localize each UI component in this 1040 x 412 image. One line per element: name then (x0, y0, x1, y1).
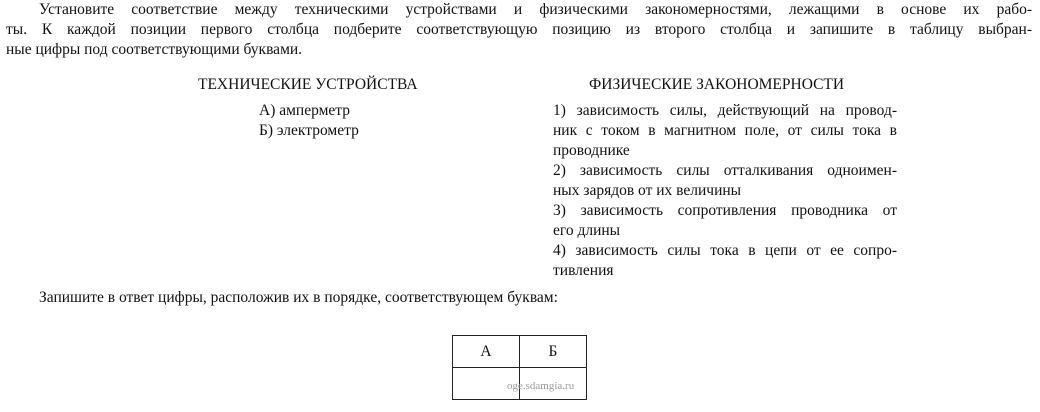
law-item-line: 1) зависимость силы, действующий на провод- (553, 102, 897, 119)
law-item-2 (553, 161, 897, 201)
law-item-line: проводнике (553, 142, 630, 159)
answer-header-a: А (453, 336, 520, 368)
task-text-line-3: ные цифры под соответствующими буквами. (6, 41, 303, 58)
device-item-b: Б) электрометр (259, 122, 359, 139)
answer-table-header-row (453, 336, 587, 368)
law-item-line: 3) зависимость сопротивления проводника от (553, 202, 897, 219)
site-watermark: oge.sdamgia.ru (507, 380, 575, 392)
law-item-line: тивления (553, 262, 614, 279)
law-item-4 (553, 241, 897, 281)
law-item-line: 4) зависимость силы тока в цепи от ее сопро- (553, 242, 897, 259)
answer-header-b: Б (520, 336, 587, 368)
law-item-line: ник с током в магнитном поле, от силы тока в (553, 122, 897, 139)
law-item-line: ных зарядов от их величины (553, 182, 742, 199)
device-item-a: А) амперметр (259, 102, 351, 119)
answer-instruction: Запишите в ответ цифры, расположив их в порядке, соответствующем буквам: (39, 289, 558, 306)
law-item-line: его длины (553, 222, 621, 239)
task-text-line-1: Установите соответствие между техническими устройствами и физическими закономерностями, лежащими в основе их рабо- (39, 1, 1032, 18)
laws-column-heading: ФИЗИЧЕСКИЕ ЗАКОНОМЕРНОСТИ (589, 76, 845, 93)
law-item-line: 2) зависимость силы отталкивания одноимен- (553, 162, 897, 179)
devices-list (259, 101, 359, 141)
task-text (6, 0, 1032, 60)
laws-list (553, 101, 897, 281)
law-item-3 (553, 201, 897, 241)
task-text-line-2: ты. К каждой позиции первого столбца подберите соответствующую позицию из второго столбца и запишите в таблицу выбран- (6, 21, 1032, 38)
devices-column-heading: ТЕХНИЧЕСКИЕ УСТРОЙСТВА (198, 76, 418, 93)
law-item-1 (553, 101, 897, 161)
